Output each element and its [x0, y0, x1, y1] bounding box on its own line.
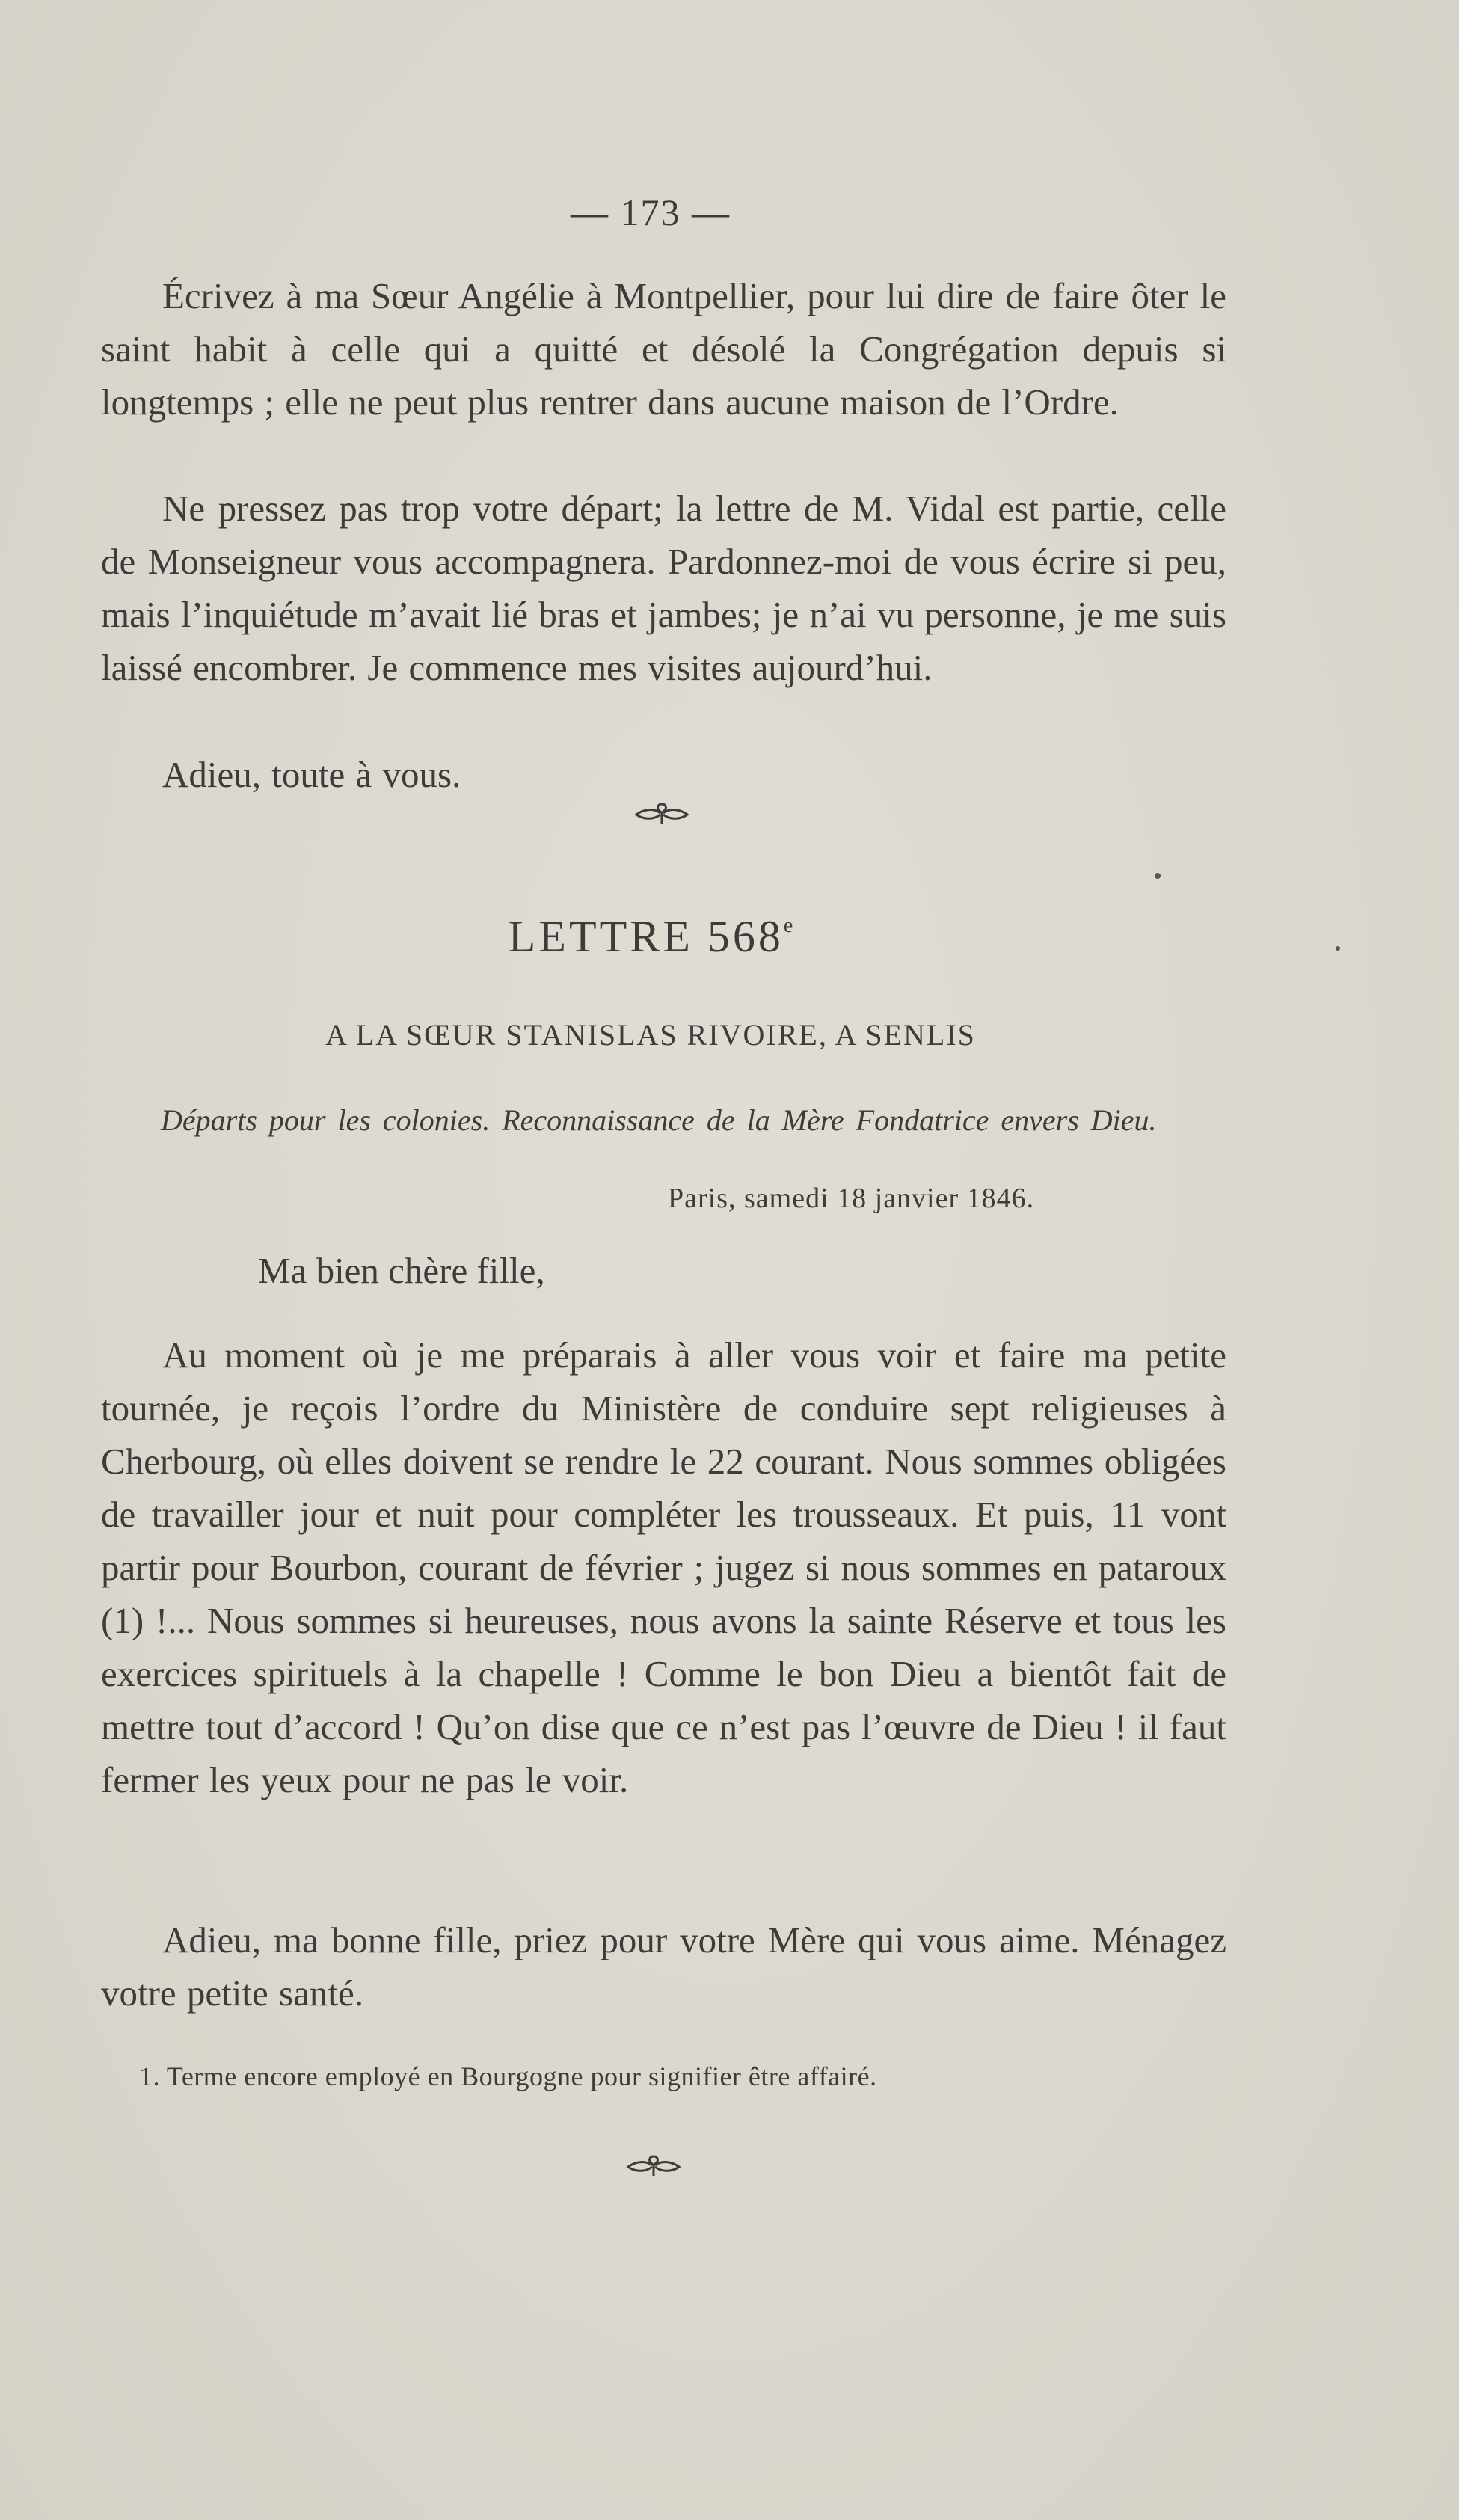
- letter-paragraph-1: Au moment où je me préparais à aller vous voir et faire ma petite tournée, je reçois l’ordre du Ministère de conduire sept religieuses à Cherbourg, où elles doivent se rendre le 22 courant. Nous sommes obligées de travailler jour et nuit pour compléter les trousseaux. Et puis, 11 vont partir pour Bourbon, courant de février ; jugez si nous sommes en pataroux (1) !... Nous sommes si heureuses, nous avons la sainte Réserve et tous les exercices spirituels à la chapelle ! Comme le bon Dieu a bientôt fait de mettre tout d’accord ! Qu’on dise que ce n’est pas l’œuvre de Dieu ! il faut fermer les yeux pour ne pas le voir.: [101, 1334, 1226, 1800]
- fleuron-ornament-icon-bottom: [624, 2150, 684, 2180]
- letter-title-text: LETTRE 568: [508, 912, 784, 961]
- letter-title-superscript: e: [783, 914, 793, 937]
- paper-speck: [1155, 873, 1161, 879]
- letter-salutation: Ma bien chère fille,: [258, 1250, 545, 1291]
- footnote: 1. Terme encore employé en Bourgogne pour signifier être affairé.: [139, 2061, 877, 2091]
- letter-dateline: Paris, samedi 18 janvier 1846.: [668, 1183, 1035, 1214]
- fleuron-ornament-icon: [632, 798, 692, 828]
- previous-letter-paragraph-2: Ne pressez pas trop votre départ; la lettre de M. Vidal est partie, celle de Monseigneur vous accompagnera. Pardonnez-moi de vous écrire si peu, mais l’inquiétude m’avait lié bras et jambes; je n’ai vu personne, je me suis laissé encombrer. Je commence mes visites aujourd’hui.: [101, 488, 1226, 688]
- previous-letter-paragraph-1: Écrivez à ma Sœur Angélie à Montpellier, pour lui dire de faire ôter le saint habit à celle qui a quitté et désolé la Congrégation depuis si longtemps ; elle ne peut plus rentrer dans aucune maison de l’Ordre.: [101, 275, 1226, 423]
- letter-summary: Départs pour les colonies. Reconnaissance de la Mère Fondatrice envers Dieu.: [161, 1103, 1157, 1137]
- letter-paragraph-2: Adieu, ma bonne fille, priez pour votre Mère qui vous aime. Ménagez votre petite santé.: [101, 1919, 1226, 2014]
- letter-recipient: A LA SŒUR STANISLAS RIVOIRE, A SENLIS: [325, 1018, 976, 1052]
- page-number: — 173 —: [571, 191, 731, 233]
- previous-letter-closing: Adieu, toute à vous.: [162, 754, 461, 795]
- paper-speck: [1336, 946, 1340, 951]
- letter-title: [0, 911, 1301, 963]
